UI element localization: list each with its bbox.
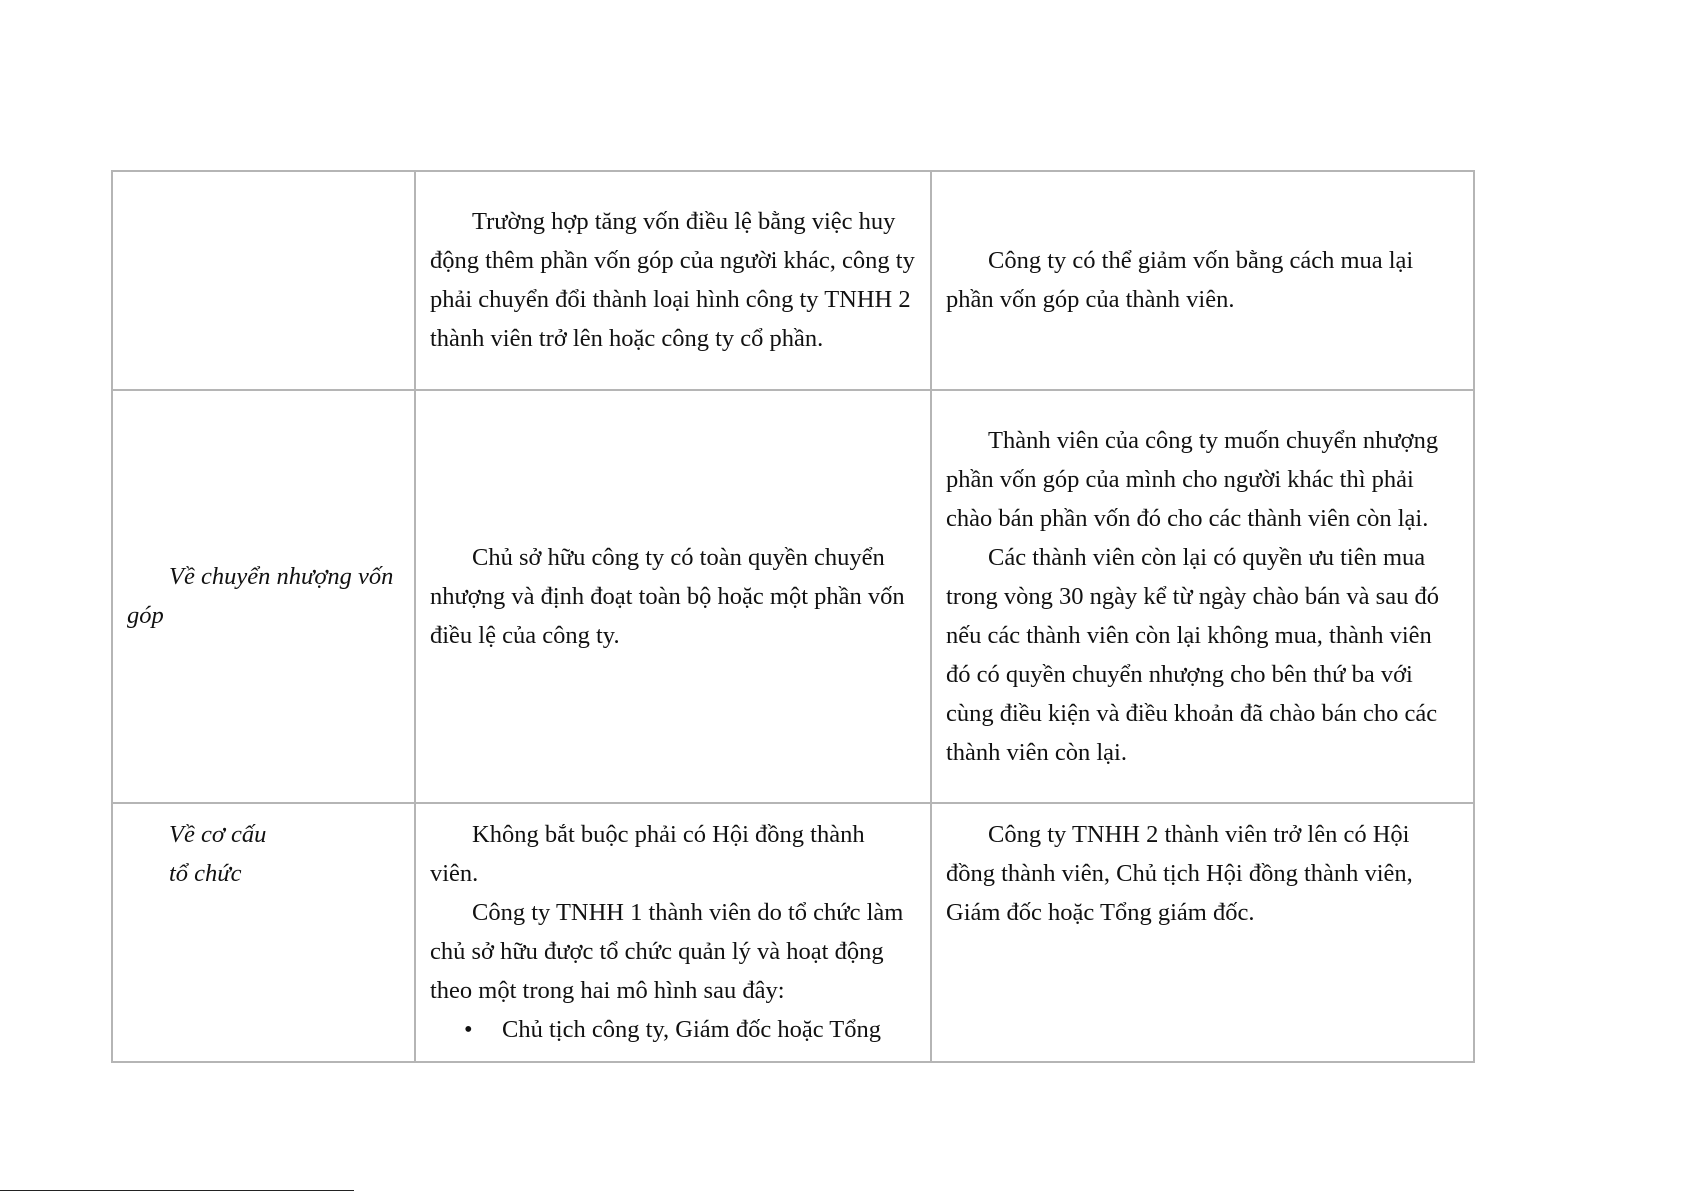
multi-member-cell (931, 171, 1474, 390)
row-label-cell (112, 390, 415, 803)
row-label-cell (112, 803, 415, 1062)
list-item (430, 1010, 916, 1049)
bullet-list (430, 1010, 916, 1049)
cell-paragraph: Công ty TNHH 1 thành viên do tổ chức làm chủ sở hữu được tổ chức quản lý và hoạt động theo một trong hai mô hình sau đây: (430, 899, 904, 1004)
comparison-table (111, 170, 1475, 1063)
list-item-text: Chủ tịch công ty, Giám đốc hoặc Tổng (502, 1016, 881, 1043)
bullet-icon: • (464, 1016, 473, 1043)
table-row-organization (112, 803, 1474, 1062)
single-member-cell (415, 171, 931, 390)
cell-paragraph: Thành viên của công ty muốn chuyển nhượng phần vốn góp của mình cho người khác thì phải chào bán phần vốn đó cho các thành viên còn lại. (946, 426, 1439, 532)
cell-paragraph: Công ty TNHH 2 thành viên trở lên có Hội đồng thành viên, Chủ tịch Hội đồng thành viên, Giám đốc hoặc Tổng giám đốc. (946, 821, 1413, 926)
cell-paragraph: Các thành viên còn lại có quyền ưu tiên mua trong vòng 30 ngày kể từ ngày chào bán và sau đó nếu các thành viên còn lại không mua, thành viên đó có quyền chuyển nhượng cho bên thứ ba với cùng điều kiện và điều khoản đã chào bán cho các thành viên còn lại. (946, 543, 1439, 766)
cell-paragraph: Không bắt buộc phải có Hội đồng thành viên. (430, 821, 865, 887)
single-member-cell (415, 390, 931, 803)
row-label-line: Về cơ cấu (169, 821, 267, 848)
multi-member-cell (931, 390, 1474, 803)
single-member-cell (415, 803, 931, 1062)
row-label: Về chuyển nhượng vốn góp (127, 563, 394, 629)
cell-paragraph: Trường hợp tăng vốn điều lệ bằng việc huy động thêm phần vốn góp của người khác, công ty phải chuyển đổi thành loại hình công ty TNHH 2 thành viên trở lên hoặc công ty cổ phần. (430, 208, 915, 352)
row-label-cell-empty (112, 171, 415, 390)
cell-paragraph: Chủ sở hữu công ty có toàn quyền chuyển nhượng và định đoạt toàn bộ hoặc một phần vốn điều lệ của công ty. (430, 543, 905, 649)
multi-member-cell (931, 803, 1474, 1062)
table-row-capital-transfer (112, 390, 1474, 803)
row-label-line: tổ chức (169, 860, 242, 887)
cell-paragraph: Công ty có thể giảm vốn bằng cách mua lại phần vốn góp của thành viên. (946, 247, 1414, 313)
table-row-capital-change (112, 171, 1474, 390)
